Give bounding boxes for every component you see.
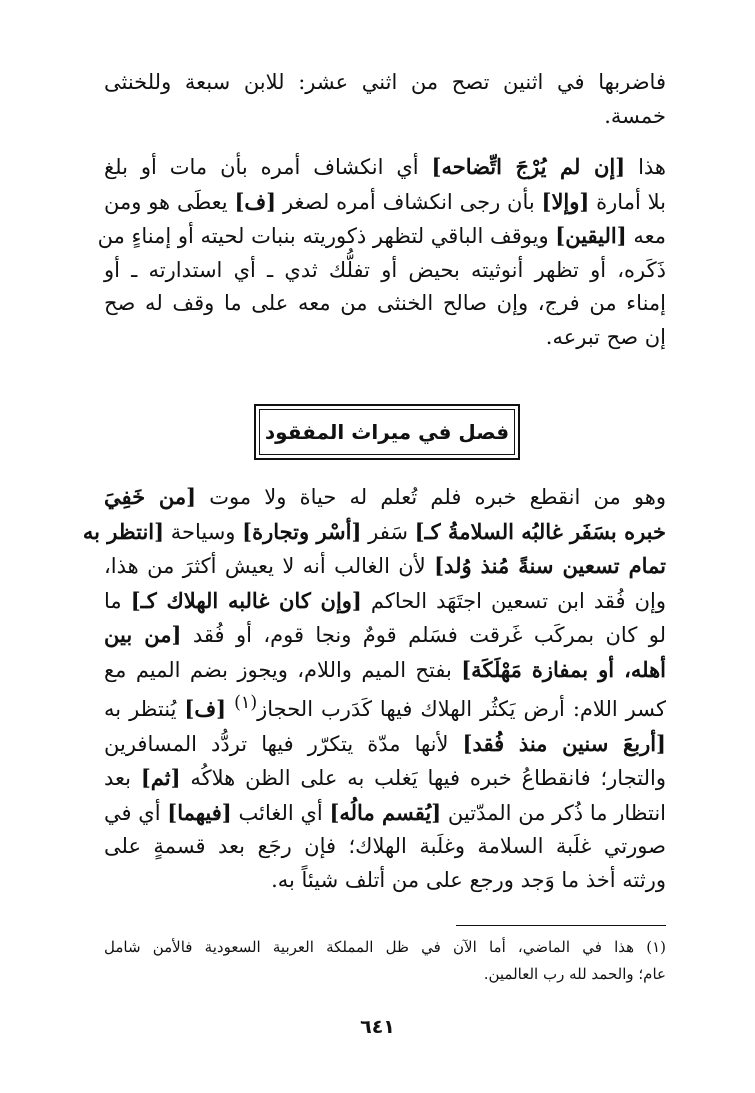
paragraph-missing-person: [82, 480, 667, 897]
text-line: صورتي غلَبة السلامة وغلَبة الهلاك؛ فإن رجَع بعد قسمةٍ على: [104, 834, 666, 858]
text-line: إن صح تبرعه.: [545, 324, 666, 349]
text-line: إمناء من فرج، وإن صالح الخنثى من معه على ما وقف له صح: [104, 291, 666, 315]
paragraph-hermaphrodite: [97, 150, 667, 354]
footnote: [104, 934, 666, 988]
text-line: ورثته أخذ ما وَجد ورجع على من أتلف شيئاً به.: [271, 867, 666, 892]
text-line: [أربعَ سنين منذ فُقد] لأنها مدّة يتكرّر فيها تردُّد المسافرين: [104, 730, 666, 756]
footnote-line: عام؛ والحمد لله رب العالمين.: [483, 965, 666, 983]
text-line: هذا [إن لم يُرْجَ اتِّضاحه] أي انكشاف أمره بأن مات أو بلغ: [104, 154, 667, 179]
text-line: فاضربها في اثنين تصح من اثني عشر: للابن سبعة وللخنثى: [104, 70, 666, 94]
text-line: كسر اللام: أرض يَكثُر الهلاك فيها كَدَرب الحجاز$^{(١)}$ [ف] يُنتظر به: [104, 693, 666, 721]
footnote-ref[interactable]: (١): [234, 693, 258, 713]
text-line: وإن فُقد ابن تسعين اجتَهَد الحاكم [وإن كان غالبه الهلاك كـ] ما: [104, 587, 666, 613]
page-number: ٦٤١: [360, 1016, 395, 1038]
paragraph-inheritance-calc: [104, 66, 666, 133]
text-line: معه [اليقين] ويوقف الباقي لتظهر ذكوريته بنبات لحيته أو إمناءٍ من: [97, 223, 666, 248]
text-line: وهو من انقطع خبره فلم تُعلم له حياة ولا موت [من خَفِيَ: [104, 484, 666, 509]
text-line: ذَكَره، أو تظهر أنوثيته بحيض أو تفلُّك ثدي ـ أي استدارته ـ أو: [104, 257, 666, 282]
text-line: انتظار ما ذُكر من المدّتين [يُقسم مالُه] أي الغائب [فيهما] أي في: [104, 799, 667, 825]
text-line: خبره بسَفَر غالبُه السلامةُ كـ] سَفر [أسْر وتجارة] وسياحة [انتظر به: [82, 518, 666, 544]
footnote-line: (١) هذا في الماضي، أما الآن في ظل المملكة العربية السعودية فالأمن شامل: [104, 938, 666, 956]
text-line: تمام تسعين سنةً مُنذ وُلد] لأن الغالب أنه لا يعيش أكثرَ من هذا،: [104, 553, 666, 578]
text-line: خمسة.: [604, 103, 666, 128]
text-line: أهله، أو بمفازة مَهْلَكَة] بفتح الميم واللام، ويجوز بضم الميم مع: [104, 656, 666, 682]
text-line: بلا أمارة [وإلا] بأن رجى انكشاف أمره لصغر [ف] يعطَى هو ومن: [104, 188, 666, 214]
text-line: والتجار؛ فانقطاعُ خبره فيها يَغلب به على الظن هلاكُه [ثم] بعد: [104, 765, 666, 790]
footnote-divider: [456, 925, 666, 926]
text-line: لو كان بمركَب غَرقت فسَلم قومٌ ونجا قوم، أو فُقد [من بين: [104, 622, 666, 647]
section-heading: فصل في ميراث المفقود: [259, 409, 515, 455]
section-heading-frame: [254, 404, 520, 460]
